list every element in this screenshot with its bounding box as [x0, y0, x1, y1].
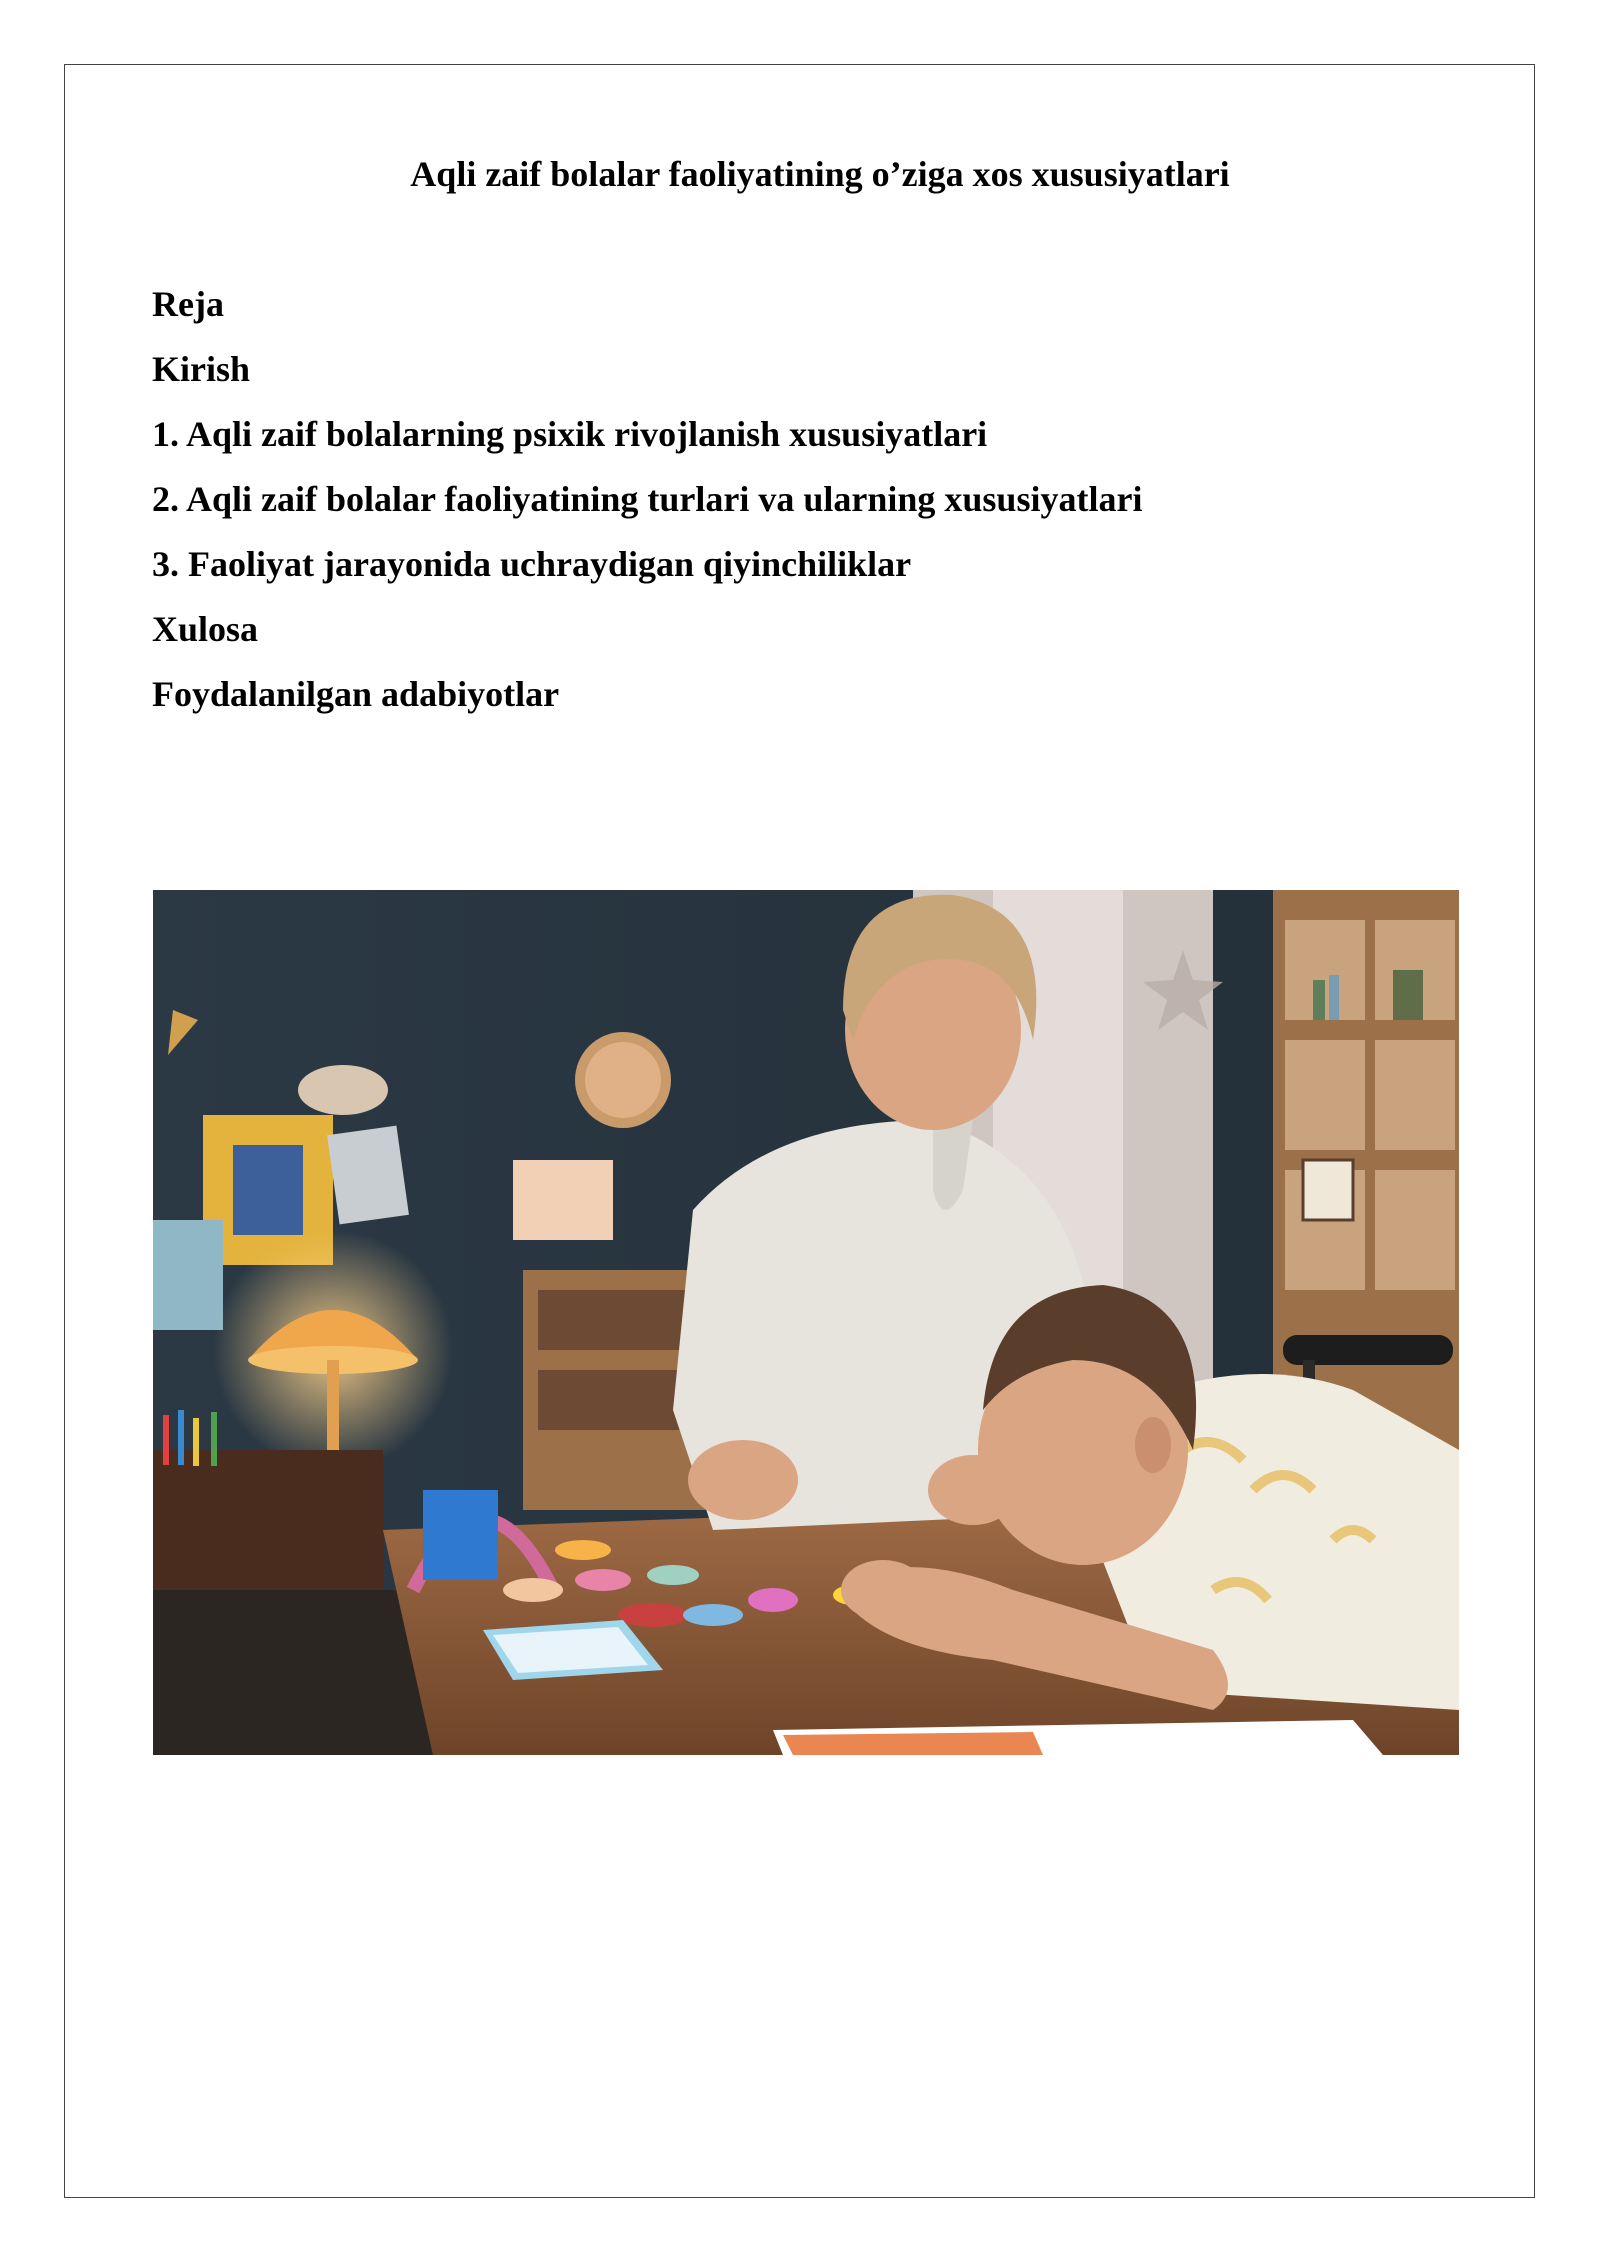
- plan-item-conclusion: Xulosa: [152, 609, 259, 649]
- plan-item-references: Foydalanilgan adabiyotlar: [152, 674, 560, 714]
- plan-item-2: 2. Aqli zaif bolalar faoliyatining turlari va ularning xususiyatlari: [152, 479, 1143, 519]
- plan-item-3: 3. Faoliyat jarayonida uchraydigan qiyinchiliklar: [152, 544, 912, 584]
- plan-list: [152, 280, 1142, 735]
- plan-item-1: 1. Aqli zaif bolalarning psixik rivojlanish xususiyatlari: [152, 414, 988, 454]
- plan-item-introduction: Kirish: [152, 349, 251, 389]
- document-title: Aqli zaif bolalar faoliyatining o’ziga xos xususiyatlari: [410, 154, 1230, 194]
- plan-heading: Reja: [152, 284, 224, 324]
- classroom-photo: [153, 890, 1459, 1755]
